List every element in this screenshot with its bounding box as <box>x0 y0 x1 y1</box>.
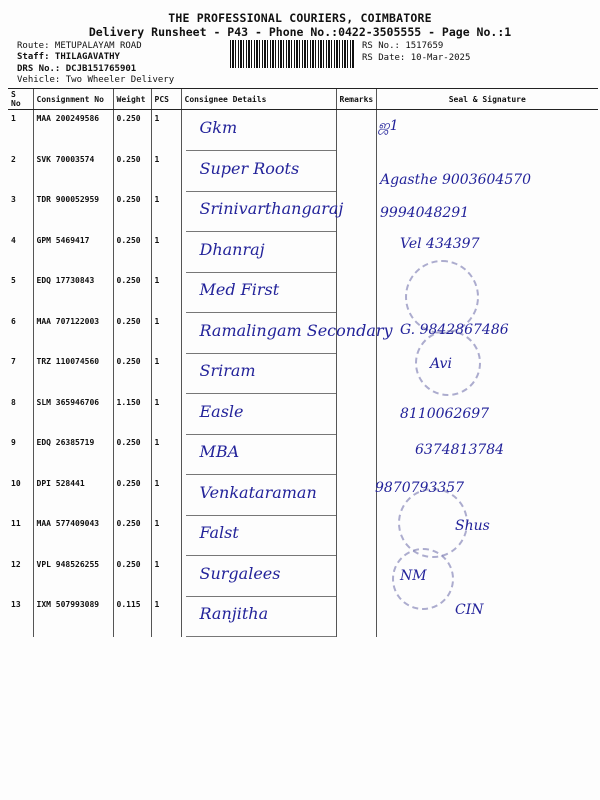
signature: 9994048291 <box>380 205 470 221</box>
consignee-handwriting: Sriram <box>199 361 256 380</box>
signature: 9870793357 <box>375 480 465 496</box>
cell-remarks <box>336 434 376 475</box>
cell-pcs: 1 <box>151 475 181 516</box>
consignee-handwriting: Super Roots <box>199 158 300 178</box>
cell-remarks <box>336 596 376 637</box>
cell-sno: 1 <box>11 114 16 123</box>
signature: Avi <box>430 356 452 372</box>
col-seal: Seal & Signature <box>376 89 598 110</box>
cell-consignment: SVK 70003574 <box>33 151 113 192</box>
table-row <box>8 596 598 637</box>
route-label: Route: METUPALAYAM ROAD <box>17 41 142 51</box>
cell-weight: 0.250 <box>113 110 151 151</box>
consignee-handwriting: Ranjitha <box>199 604 269 623</box>
cell-sno: 7 <box>11 357 16 366</box>
consignee-underline <box>186 272 336 313</box>
cell-sno: 9 <box>11 438 16 447</box>
consignee-handwriting: Med First <box>199 280 280 299</box>
cell-weight: 0.250 <box>113 232 151 273</box>
cell-consignee <box>181 110 336 151</box>
cell-weight: 0.250 <box>113 272 151 313</box>
cell-pcs: 1 <box>151 434 181 475</box>
table-row <box>8 515 598 556</box>
cell-pcs: 1 <box>151 191 181 232</box>
cell-remarks <box>336 151 376 192</box>
table-header-row <box>8 89 598 110</box>
consignee-underline <box>186 110 336 151</box>
cell-seal <box>376 353 598 394</box>
cell-consignee <box>181 353 336 394</box>
runsheet-title: THE PROFESSIONAL COURIERS, COIMBATORE <box>168 11 432 25</box>
cell-remarks <box>336 110 376 151</box>
cell-consignee <box>181 272 336 313</box>
col-consignee: Consignee Details <box>181 89 336 110</box>
col-weight: Weight <box>113 89 151 110</box>
cell-consignee <box>181 475 336 516</box>
consignee-underline <box>186 394 336 435</box>
cell-consignee <box>181 394 336 435</box>
cell-consignee <box>181 596 336 637</box>
cell-pcs: 1 <box>151 272 181 313</box>
cell-consignment: MAA 577409043 <box>33 515 113 556</box>
cell-consignee <box>181 151 336 192</box>
cell-pcs: 1 <box>151 313 181 354</box>
consignee-handwriting: Falst <box>199 523 239 542</box>
cell-consignment: GPM 5469417 <box>33 232 113 273</box>
consignee-handwriting: Easle <box>199 401 244 421</box>
consignee-handwriting: MBA <box>199 442 240 461</box>
cell-consignee <box>181 556 336 597</box>
col-consignment: Consignment No <box>33 89 113 110</box>
cell-consignment: MAA 707122003 <box>33 313 113 354</box>
cell-consignment: TRZ 110074560 <box>33 353 113 394</box>
cell-remarks <box>336 556 376 597</box>
cell-pcs: 1 <box>151 394 181 435</box>
rs-date: RS Date: 10-Mar-2025 <box>362 53 471 63</box>
cell-consignment: VPL 948526255 <box>33 556 113 597</box>
table-row <box>8 110 598 151</box>
signature: G. 9842867486 <box>400 322 509 338</box>
consignee-handwriting: Srinivarthangaraj <box>199 199 344 218</box>
consignee-underline <box>186 475 336 516</box>
cell-pcs: 1 <box>151 151 181 192</box>
cell-consignment: DPI 528441 <box>33 475 113 516</box>
runsheet-subtitle: Delivery Runsheet - P43 - Phone No.:0422-3505555 - Page No.:1 <box>88 25 512 39</box>
cell-consignment: MAA 200249586 <box>33 110 113 151</box>
signature: Shus <box>455 518 490 534</box>
table-row <box>8 353 598 394</box>
cell-pcs: 1 <box>151 232 181 273</box>
cell-consignee <box>181 515 336 556</box>
cell-sno: 2 <box>11 154 16 164</box>
cell-consignee <box>181 434 336 475</box>
cell-sno: 10 <box>11 478 21 488</box>
cell-remarks <box>336 475 376 516</box>
cell-consignee <box>181 313 393 354</box>
table-row <box>8 191 598 232</box>
consignee-underline <box>186 434 336 475</box>
col-sno: S No <box>8 89 33 110</box>
signature: Vel 434397 <box>400 236 480 252</box>
consignee-underline <box>186 313 336 354</box>
consignee-handwriting: Ramalingam Secondary <box>199 320 393 340</box>
table-row <box>8 556 598 597</box>
cell-remarks <box>336 232 376 273</box>
cell-consignment: EDQ 17730843 <box>33 272 113 313</box>
consignee-handwriting: Venkataraman <box>199 482 317 502</box>
signature: CIN <box>455 602 484 618</box>
cell-consignment: SLM 365946706 <box>33 394 113 435</box>
cell-remarks <box>336 353 376 394</box>
consignee-underline <box>186 556 336 597</box>
cell-sno: 6 <box>11 316 16 326</box>
cell-weight: 1.150 <box>113 394 151 435</box>
cell-weight: 0.250 <box>113 515 151 556</box>
cell-sno: 5 <box>11 276 16 285</box>
cell-pcs: 1 <box>151 556 181 597</box>
cell-remarks <box>336 394 376 435</box>
table-row <box>8 434 598 475</box>
table-row <box>8 394 598 435</box>
cell-remarks <box>336 515 376 556</box>
cell-weight: 0.250 <box>113 556 151 597</box>
staff-label: Staff: THILAGAVATHY <box>17 52 120 62</box>
vehicle-label: Vehicle: Two Wheeler Delivery <box>17 75 175 85</box>
cell-pcs: 1 <box>151 353 181 394</box>
barcode <box>230 40 354 68</box>
runsheet-table <box>8 88 598 637</box>
col-remarks: Remarks <box>336 89 376 110</box>
cell-consignee <box>181 232 336 273</box>
consignee-underline <box>186 515 336 556</box>
cell-weight: 0.250 <box>113 191 151 232</box>
table-row <box>8 272 598 313</box>
rs-number: RS No.: 1517659 <box>362 41 444 51</box>
signature: 8110062697 <box>400 406 490 422</box>
cell-sno: 8 <box>11 397 16 407</box>
signature: Agasthe 9003604570 <box>380 172 532 188</box>
cell-consignment: IXM 507993089 <box>33 596 113 637</box>
signature: ஜ1 <box>378 118 399 134</box>
cell-sno: 11 <box>11 519 21 528</box>
cell-seal <box>376 110 598 151</box>
cell-weight: 0.250 <box>113 475 151 516</box>
table-row <box>8 475 598 516</box>
consignee-underline <box>186 596 336 637</box>
consignee-underline <box>186 353 336 394</box>
cell-pcs: 1 <box>151 110 181 151</box>
table-row <box>8 232 598 273</box>
consignee-handwriting: Gkm <box>199 118 238 137</box>
cell-weight: 0.250 <box>113 353 151 394</box>
table-row <box>8 313 598 354</box>
cell-sno: 13 <box>11 600 21 609</box>
consignee-underline <box>186 191 336 232</box>
cell-weight: 0.250 <box>113 313 151 354</box>
cell-sno: 4 <box>11 235 16 245</box>
signature: NM <box>400 568 427 584</box>
consignee-underline <box>186 232 336 273</box>
cell-consignee <box>181 191 344 232</box>
col-pcs: PCS <box>151 89 181 110</box>
cell-consignment: TDR 900052959 <box>33 191 113 232</box>
cell-weight: 0.250 <box>113 151 151 192</box>
consignee-handwriting: Dhanraj <box>199 239 265 259</box>
cell-consignment: EDQ 26385719 <box>33 434 113 475</box>
cell-pcs: 1 <box>151 515 181 556</box>
drs-number: DRS No.: DCJB151765901 <box>17 64 137 74</box>
cell-sno: 3 <box>11 195 16 204</box>
cell-sno: 12 <box>11 559 21 569</box>
cell-weight: 0.115 <box>113 596 151 637</box>
cell-remarks <box>336 272 376 313</box>
signature: 6374813784 <box>415 442 505 458</box>
consignee-handwriting: Surgalees <box>199 563 281 583</box>
cell-weight: 0.250 <box>113 434 151 475</box>
cell-pcs: 1 <box>151 596 181 637</box>
consignee-underline <box>186 151 336 192</box>
